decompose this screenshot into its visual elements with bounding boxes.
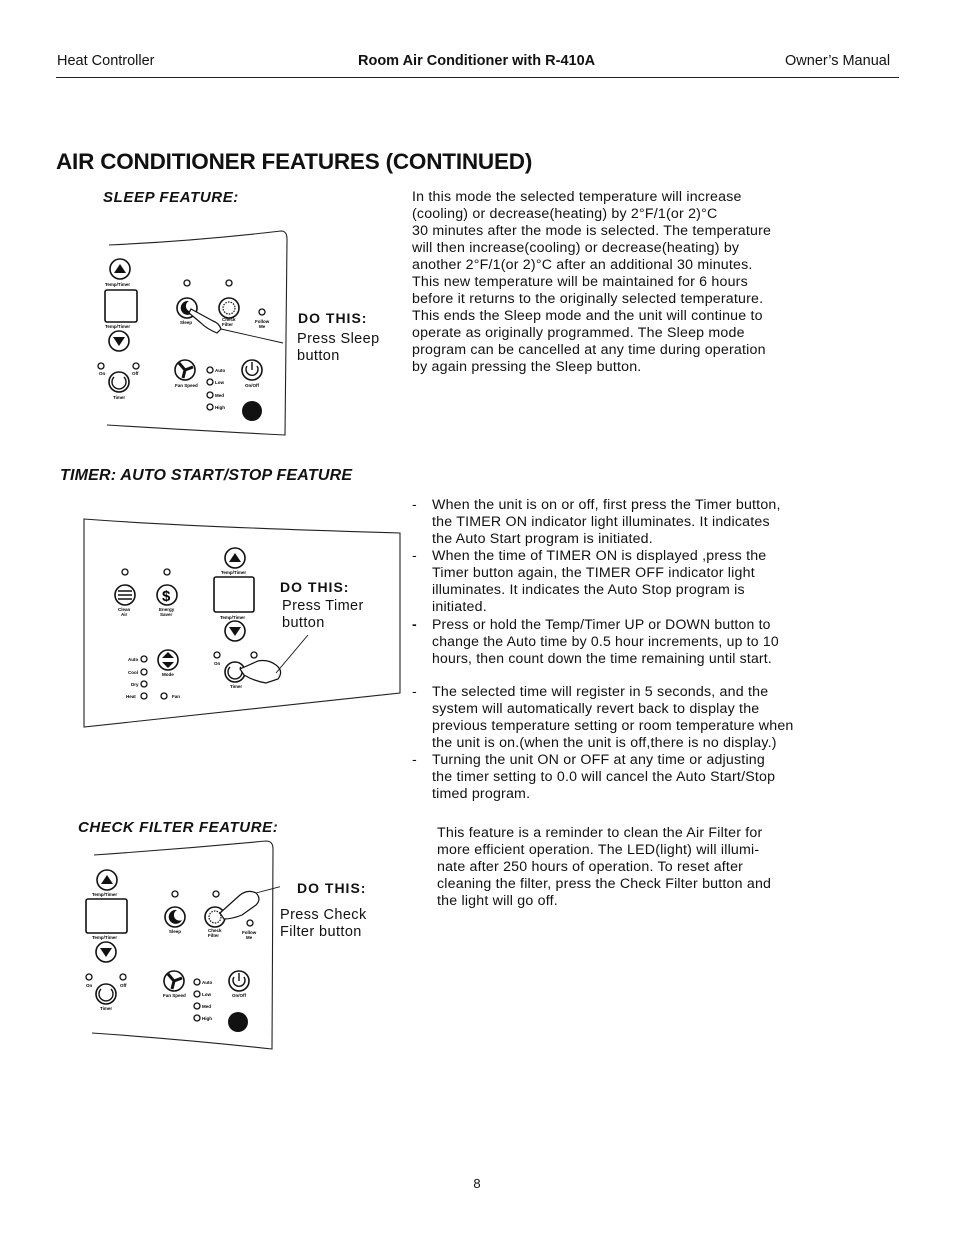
saver-label: Saver [160, 612, 173, 617]
check-label: Check [222, 317, 236, 322]
auto-label: Auto [215, 368, 226, 373]
display-window [86, 899, 127, 933]
timer-line: The selected time will register in 5 seconds, and the [432, 684, 769, 700]
temp-up-button[interactable] [110, 259, 130, 279]
heat-label: Heat [126, 694, 136, 699]
timer-line: Turning the unit ON or OFF at any time or adjusting [432, 752, 765, 768]
timer-line: illuminates. It indicates the Auto Stop program is [432, 582, 745, 598]
temp-up-button[interactable] [225, 548, 245, 568]
sleep-line: by again pressing the Sleep button. [412, 359, 642, 375]
filter-line: nate after 250 hours of operation. To reset after [437, 859, 744, 875]
sleep-line: (cooling) or decrease(heating) by 2°F/1(or 2)°C [412, 206, 718, 222]
timer-line: Timer button again, the TIMER OFF indicator light [432, 565, 755, 581]
timer-line: the unit is on.(when the unit is off,there is no display.) [432, 735, 777, 751]
header-rule [56, 77, 899, 78]
clean-label: Clean [118, 607, 131, 612]
sleep-panel-diagram [95, 225, 300, 445]
filter-label: Filter [222, 322, 234, 327]
mode-button[interactable] [158, 650, 178, 670]
fan-speed-button[interactable] [175, 360, 195, 380]
sleep-line: program can be cancelled at any time during operation [412, 342, 766, 358]
fan-speed-label: Fan Speed [163, 993, 186, 998]
low-label: Low [202, 992, 211, 997]
timer-press-1: Press Timer [282, 598, 364, 614]
timer-bullet [412, 616, 852, 667]
low-label: Low [215, 380, 224, 385]
energy-label: Energy [159, 607, 175, 612]
timer-bullet [412, 497, 852, 548]
filter-label: Filter [208, 933, 220, 938]
me-label: Me [246, 935, 253, 940]
timer-line: system will automatically revert back to display the [432, 701, 760, 717]
pointing-hand-icon [240, 661, 281, 684]
fan-speed-label: Fan Speed [175, 383, 198, 388]
sleep-line: This ends the Sleep mode and the unit will continue to [412, 308, 763, 324]
page-title: AIR CONDITIONER FEATURES (CONTINUED) [56, 149, 533, 174]
filter-text [437, 825, 857, 910]
header-right: Owner’s Manual [785, 53, 891, 69]
sleep-line: will then increase(cooling) or decrease(heating) by [412, 240, 740, 256]
timer-press-2: button [282, 615, 325, 631]
check-filter-button[interactable] [219, 298, 239, 318]
clean-air-button[interactable] [115, 585, 135, 605]
high-label: High [202, 1016, 212, 1021]
timer-label: Timer [113, 395, 126, 400]
fan-speed-button[interactable] [164, 971, 184, 991]
timer-line: previous temperature setting or room temperature when [432, 718, 794, 734]
timer-label: Timer [100, 1006, 113, 1011]
high-label: High [215, 405, 225, 410]
timer-bullet [412, 548, 852, 616]
off-label: Off [132, 371, 139, 376]
sleep-label: Sleep [169, 929, 182, 934]
filter-line: cleaning the filter, press the Check Filter button and [437, 876, 772, 892]
timer-line: the Auto Start program is initiated. [432, 531, 653, 547]
filter-do-this: DO THIS: [297, 880, 367, 896]
on-off-label: On/Off [245, 383, 259, 388]
temp-timer-label: Temp/Timer [105, 324, 131, 329]
page-number: 8 [473, 1176, 481, 1191]
sleep-heading: SLEEP FEATURE: [103, 189, 239, 206]
timer-line: hours, then count down the time remaining until start. [432, 650, 772, 666]
sleep-press-2: button [297, 348, 340, 364]
temp-timer-label: Temp/Timer [92, 892, 118, 897]
med-label: Med [215, 393, 224, 398]
receiver-window [242, 401, 262, 421]
sleep-line: another 2°F/1(or 2)°C after an additional 30 minutes. [412, 257, 753, 273]
on-label: On [86, 983, 93, 988]
sleep-line: This new temperature will be maintained for 6 hours [412, 274, 748, 290]
temp-down-button[interactable] [96, 942, 116, 962]
timer-panel-diagram [80, 515, 410, 730]
off-label: Off [120, 983, 127, 988]
auto-label: Auto [128, 657, 139, 662]
med-label: Med [202, 1004, 211, 1009]
sleep-line: 30 minutes after the mode is selected. The temperature [412, 223, 772, 239]
fan-label: Fan [172, 694, 181, 699]
temp-timer-label: Temp/Timer [220, 615, 246, 620]
timer-line: change the Auto time by 0.5 hour increments, up to 10 [432, 633, 779, 649]
sleep-label: Sleep [180, 320, 193, 325]
bullet-dash: - [412, 752, 417, 768]
temp-up-button[interactable] [97, 870, 117, 890]
timer-button[interactable] [96, 984, 116, 1004]
sleep-line: In this mode the selected temperature will increase [412, 189, 742, 205]
auto-label: Auto [202, 980, 213, 985]
timer-line: timed program. [432, 786, 531, 802]
timer-bullet [412, 752, 852, 803]
dry-label: Dry [131, 682, 139, 687]
filter-line: This feature is a reminder to clean the Air Filter for [437, 825, 763, 841]
temp-timer-label: Temp/Timer [92, 935, 118, 940]
me-label: Me [259, 324, 266, 329]
mode-label: Mode [162, 672, 174, 677]
sleep-press-1: Press Sleep [297, 331, 380, 347]
pointing-hand-icon [220, 891, 259, 919]
check-label: Check [208, 928, 222, 933]
follow-label: Follow [242, 930, 257, 935]
temp-timer-label: Temp/Timer [105, 282, 131, 287]
air-label: Air [121, 612, 128, 617]
timer-line: Press or hold the Temp/Timer UP or DOWN button to [432, 616, 771, 632]
timer-do-this: DO THIS: [280, 579, 350, 595]
power-button[interactable] [242, 360, 262, 380]
filter-heading: CHECK FILTER FEATURE: [78, 819, 279, 836]
timer-button[interactable] [109, 372, 129, 392]
display-window [214, 577, 254, 612]
header-center: Room Air Conditioner with R-410A [358, 53, 596, 69]
temp-down-button[interactable] [225, 621, 245, 641]
temp-timer-label: Temp/Timer [221, 570, 247, 575]
receiver-window [228, 1012, 248, 1032]
energy-saver-button[interactable] [157, 585, 177, 605]
timer-line: the TIMER ON indicator light illuminates. It indicates [432, 514, 770, 530]
svg-text:$: $ [162, 588, 171, 605]
filter-line: more efficient operation. The LED(light) will illumi- [437, 842, 760, 858]
filter-panel-diagram [80, 835, 280, 1055]
follow-label: Follow [255, 319, 270, 324]
timer-line: When the time of TIMER ON is displayed ,press the [432, 548, 767, 564]
filter-press-2: Filter button [280, 924, 362, 940]
timer-line: initiated. [432, 599, 487, 615]
display-window [105, 290, 137, 322]
header-left: Heat Controller [57, 53, 155, 69]
bullet-dash: - [412, 684, 417, 700]
timer-label: Timer [230, 684, 243, 689]
on-label: On [99, 371, 106, 376]
bullet-dash: - [412, 497, 417, 513]
timer-bullet [412, 684, 852, 752]
timer-bullets [412, 497, 852, 803]
sleep-line: operate as originally programmed. The Sleep mode [412, 325, 745, 341]
sleep-text [412, 189, 852, 376]
power-button[interactable] [229, 971, 249, 991]
on-label: On [214, 661, 221, 666]
timer-heading: TIMER: AUTO START/STOP FEATURE [60, 467, 353, 484]
timer-line: the timer setting to 0.0 will cancel the Auto Start/Stop [432, 769, 776, 785]
sleep-do-this: DO THIS: [298, 310, 368, 326]
bullet-dash: - [412, 616, 417, 632]
bullet-dash: - [412, 548, 417, 564]
filter-press-1: Press Check [280, 907, 367, 923]
timer-line: When the unit is on or off, first press the Timer button, [432, 497, 781, 513]
pointing-hand-icon [189, 309, 221, 333]
cool-label: Cool [128, 670, 138, 675]
temp-down-button[interactable] [109, 331, 129, 351]
on-off-label: On/Off [232, 993, 246, 998]
filter-line: the light will go off. [437, 893, 558, 909]
sleep-button[interactable] [165, 907, 185, 927]
sleep-line: before it returns to the originally selected temperature. [412, 291, 764, 307]
